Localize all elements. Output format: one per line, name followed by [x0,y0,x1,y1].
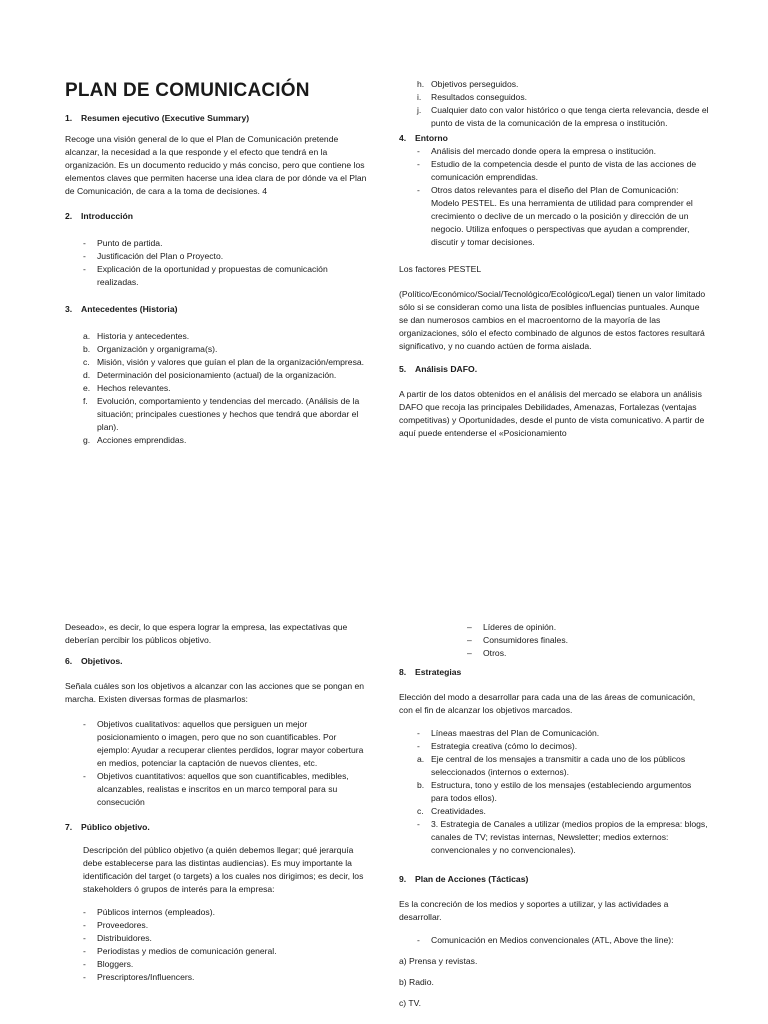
bottom-right-column [399,621,709,1018]
section-heading-9: 9. Plan de Acciones (Tácticas) [399,874,529,884]
list-estrategias [399,727,709,857]
list-item: - Objetivos cuantitativos: aquellos que son cuantificables, medibles, alcanzables, realistas e inscritos en un marco temporal para su consecución [83,771,349,807]
media-tv: c) TV. [399,998,421,1008]
list-introduccion [65,237,370,289]
list-item: - Explicación de la oportunidad y propuestas de comunicación realizadas. [83,264,328,287]
list-item: i. Resultados conseguidos. [417,92,528,102]
list-item: e. Hechos relevantes. [83,383,171,393]
list-item: a. Eje central de los mensajes a transmitir a cada uno de los públicos seleccionados (internos o externos). [417,754,686,777]
list-item: - Líneas maestras del Plan de Comunicación. [417,728,600,738]
list-item: - 3. Estrategia de Canales a utilizar (medios propios de la empresa: blogs, canales de TV; revistas internas, Newsletter; medios externos: convencionales y no convencionales). [417,819,708,855]
section-text-1: Recoge una visión general de lo que el Plan de Comunicación pretende alcanzar, la necesidad a la que responde y el efecto que tendrá en la organización. Es un documento reducido y más conciso, pero que contiene los elementos claves que permiten hacerse una idea clara de por dónde va el Plan de Comunicación, de cara a la toma de decisiones. 4 [65,134,367,196]
pestel-label: Los factores PESTEL [399,264,482,274]
section-heading-3: 3. Antecedentes (Historia) [65,304,178,314]
section-heading-4: 4. Entorno [399,133,448,143]
list-item: h. Objetivos perseguidos. [417,79,519,89]
list-antecedentes-cont [399,78,709,130]
list-item: - Otros datos relevantes para el diseño del Plan de Comunicación: Modelo PESTEL. Es una herramienta de utilidad para comprender el crecimiento o declive de un mercado o la posición y dirección de un negocio. Utiliza enfoques o perspectivas que ayudan a comprender, discutir y tomar decisiones. [417,185,693,247]
list-item: g. Acciones emprendidas. [83,435,187,445]
list-item: - Prescriptores/Influencers. [83,972,195,982]
list-item: - Análisis del mercado donde opera la empresa o institución. [417,146,656,156]
list-acciones [399,934,709,947]
list-item: - Justificación del Plan o Proyecto. [83,251,224,261]
list-item: b. Estructura, tono y estilo de los mensajes (estableciendo argumentos para todos ellos). [417,780,692,803]
section-text-7: Descripción del público objetivo (a quién debemos llegar; qué jerarquía debe establecerse para las distintas audiencias). Es muy importante la identificación del target (o targets) a los cuales nos dirigimos; es decir, los stakeholders ó grupos de interés para la empresa: [83,845,364,894]
list-item: - Públicos internos (empleados). [83,907,215,917]
list-antecedentes [65,330,370,447]
document-title: PLAN DE COMUNICACIÓN [65,80,310,101]
top-left-column [65,80,370,455]
section-text-9: Es la concreción de los medios y soportes a utilizar, y las actividades a desarrollar. [399,899,669,922]
list-item: d. Determinación del posicionamiento (actual) de la organización. [83,370,337,380]
section-heading-1: 1. Resumen ejecutivo (Executive Summary) [65,113,250,123]
list-item: - Bloggers. [83,959,134,969]
bottom-left-column [65,621,370,992]
pestel-text: (Político/Económico/Social/Tecnológico/Ecológico/Legal) tienen un valor limitado sólo si se consideran como una lista de posibles influencias puntuales. Aunque se dan numerosos cambios en el macroentorno de la mayoría de las organizaciones, sólo el efecto combinado de algunos de estos factores resultará significativo, y no cuando actúen de forma aislada. [399,289,706,351]
section-heading-2: 2. Introducción [65,211,134,221]
list-objetivos [65,718,370,809]
list-item: c. Misión, visión y valores que guían el plan de la organización/empresa. [83,357,365,367]
list-entorno [399,145,709,249]
list-item: f. Evolución, comportamiento y tendencias del mercado. (Análisis de la situación; principales cuestiones y hechos que tendrá que abordar el plan). [83,396,360,432]
list-item: b. Organización y organigrama(s). [83,344,218,354]
list-item: - Estrategia creativa (cómo lo decimos). [417,741,578,751]
list-item: c. Creatividades. [417,806,486,816]
section-heading-8: 8. Estrategias [399,667,462,677]
list-item: a. Historia y antecedentes. [83,331,190,341]
list-item: - Periodistas y medios de comunicación general. [83,946,277,956]
section-heading-7: 7. Público objetivo. [65,822,150,832]
section-heading-5: 5. Análisis DAFO. [399,364,478,374]
section-text-8: Elección del modo a desarrollar para cada una de las áreas de comunicación, con el fin de alcanzar los objetivos marcados. [399,692,696,715]
list-item: - Proveedores. [83,920,149,930]
media-radio: b) Radio. [399,977,434,987]
list-item: - Estudio de la competencia desde el punto de vista de las acciones de comunicación emprendidas. [417,159,697,182]
top-right-column [399,78,709,448]
list-item: - Punto de partida. [83,238,163,248]
list-item: j. Cualquier dato con valor histórico o que tenga cierta relevancia, desde el punto de vista de la comunicación de la empresa o institución. [417,105,709,128]
section-text-5: A partir de los datos obtenidos en el análisis del mercado se elabora un análisis DAFO que recoja las principales Debilidades, Amenazas, Fortalezas (ventajas competitivas) y Oportunidades, desde el punto de vista comunicativo. A partir de aquí puede entenderse el «Posicionamiento [399,389,705,438]
list-publicos [65,906,370,984]
media-prensa: a) Prensa y revistas. [399,956,478,966]
list-item: - Comunicación en Medios convencionales (ATL, Above the line): [417,935,674,945]
list-item: - Distribuidores. [83,933,152,943]
section-text-6: Señala cuáles son los objetivos a alcanzar con las acciones que se pongan en marcha. Existen diversas formas de plasmarlos: [65,681,365,704]
continued-text: Deseado», es decir, lo que espera lograr la empresa, las expectativas que deberían percibir los públicos objetivo. [65,622,348,645]
list-item: – Líderes de opinión. [467,622,557,632]
list-item: – Consumidores finales. [467,635,569,645]
list-item: – Otros. [467,648,507,658]
list-publicos-cont [399,621,709,660]
section-heading-6: 6. Objetivos. [65,656,123,666]
list-item: - Objetivos cualitativos: aquellos que persiguen un mejor posicionamiento o imagen, pero que no son cuantificables. Por ejemplo: Ayudar a recuperar clientes perdidos, lograr mayor cobertura en medios, potenciar la captación de nuevos clientes, etc. [83,719,364,768]
